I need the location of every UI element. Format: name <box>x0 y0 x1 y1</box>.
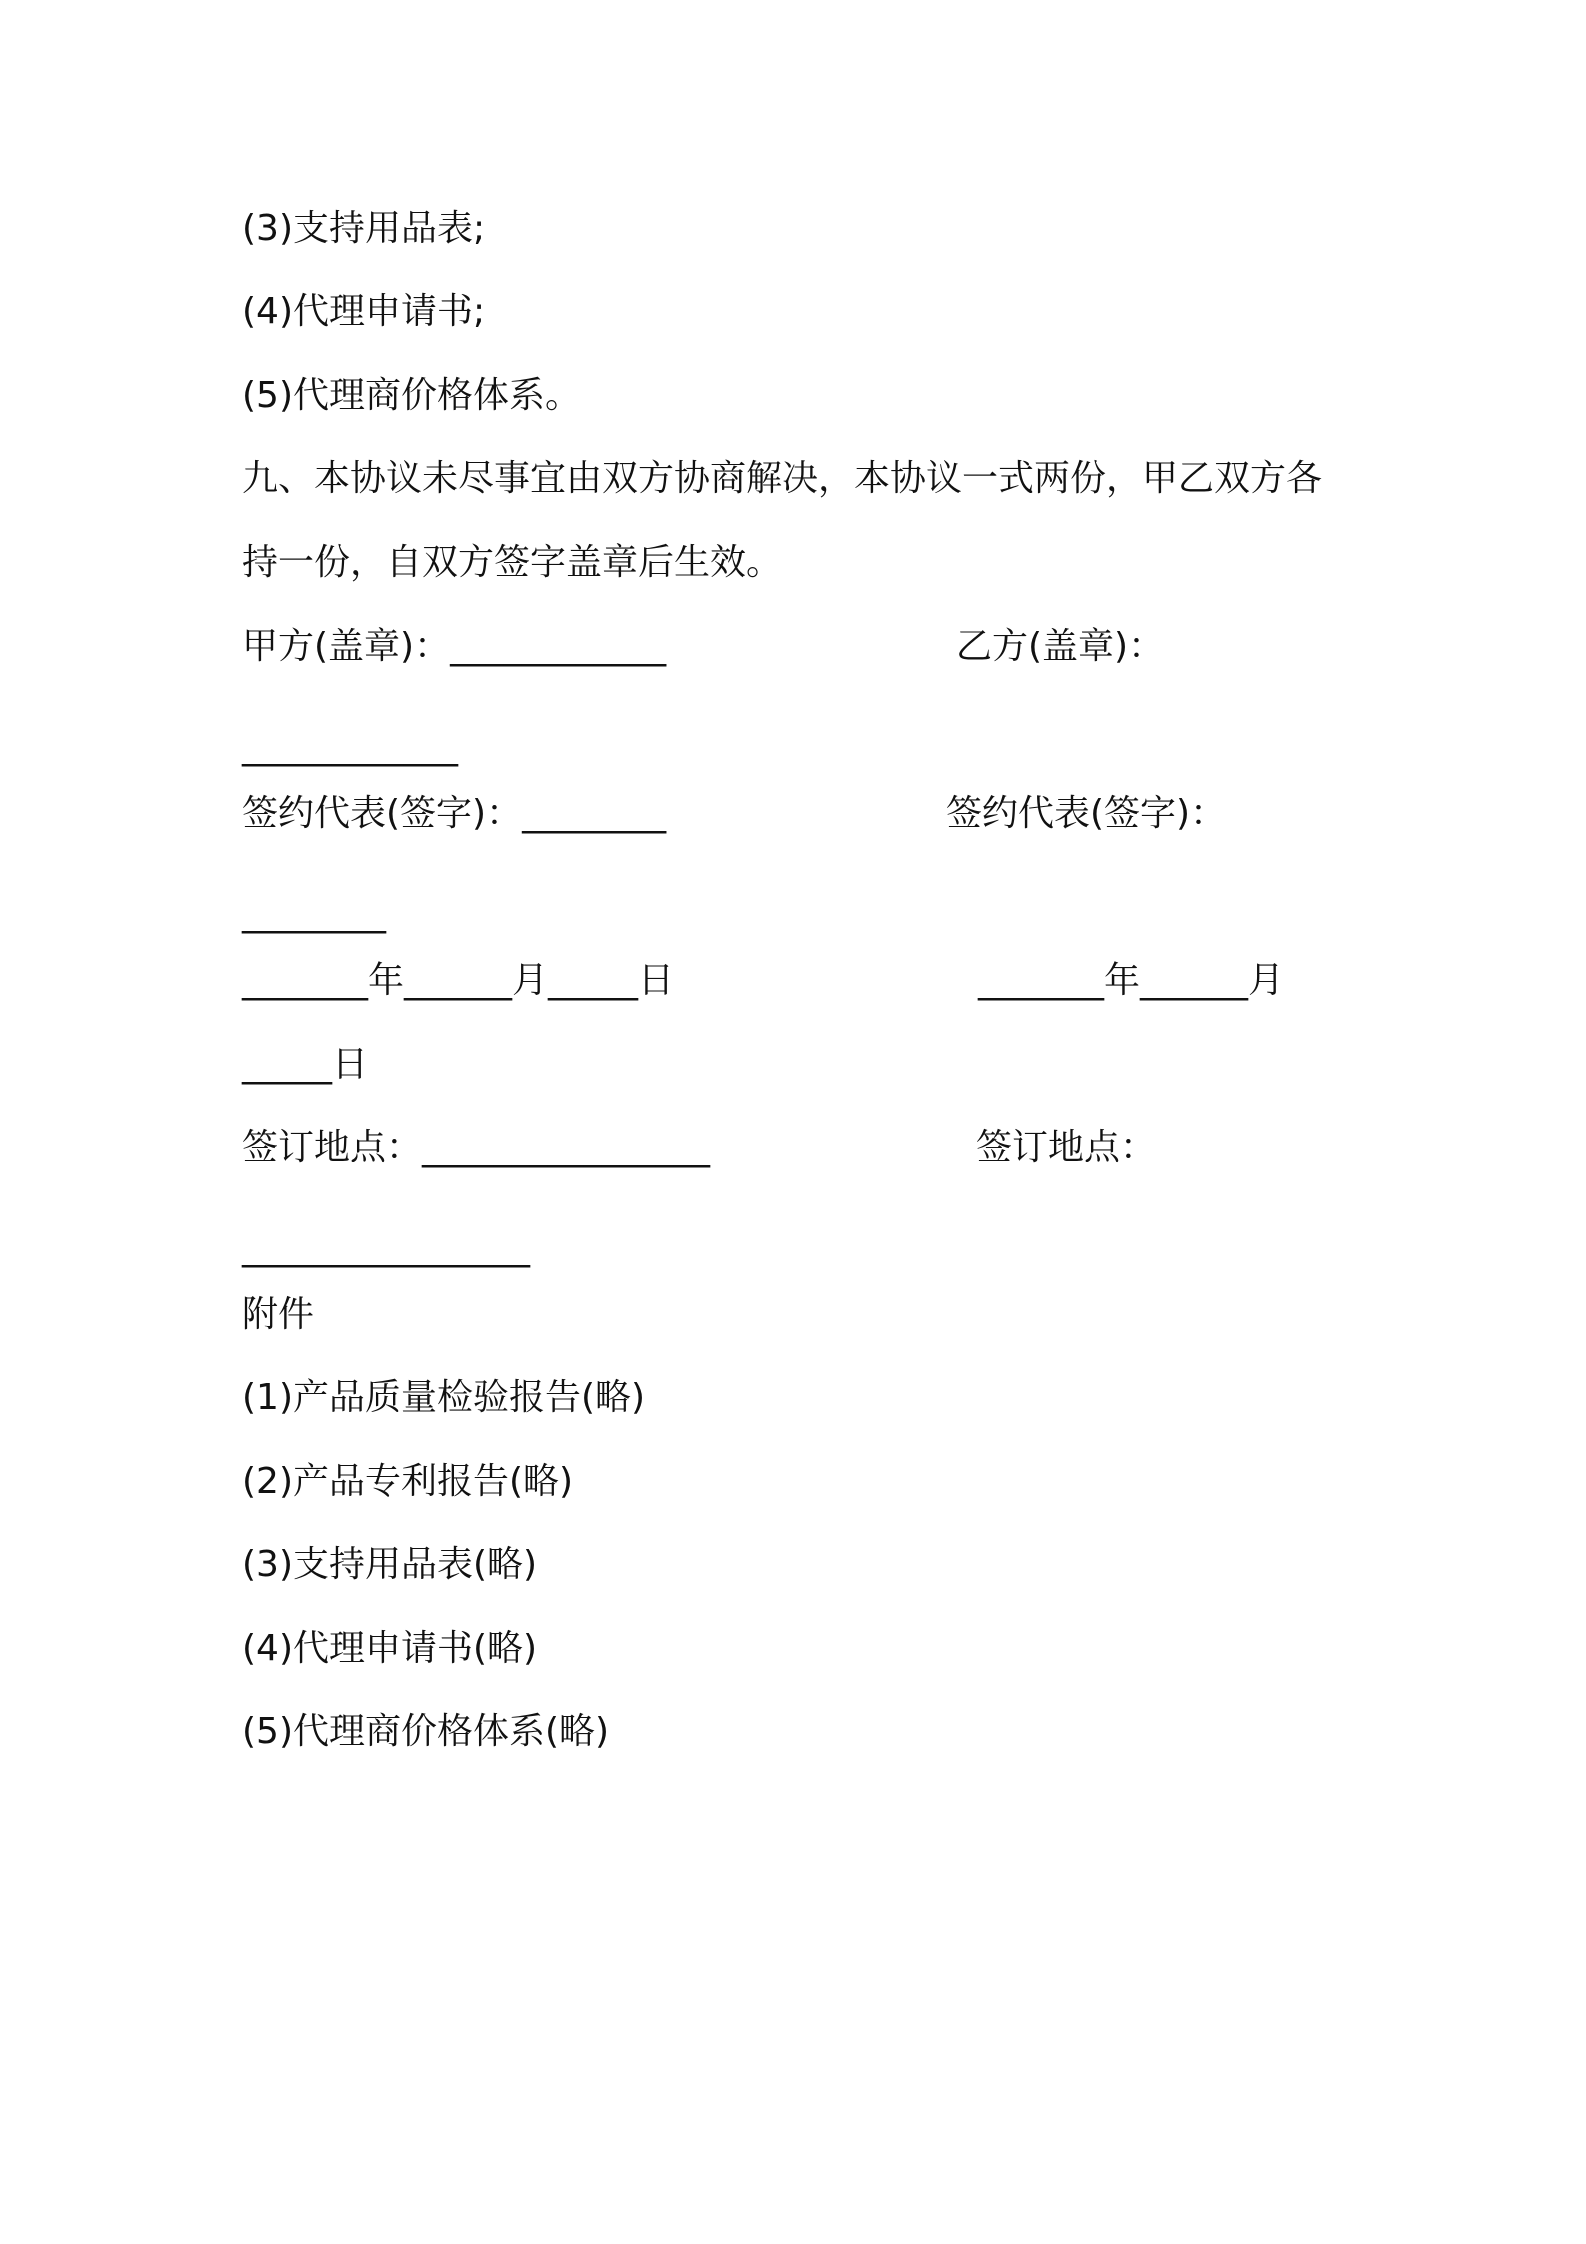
party-b-date-day: _____日 <box>242 1044 369 1085</box>
party-a-signing-place: 签订地点：________________ <box>242 1127 711 1168</box>
list-item-agency-application: (4)代理申请书; <box>242 291 486 332</box>
attachments-heading: 附件 <box>242 1294 315 1335</box>
attachment-item: (4)代理申请书(略) <box>242 1628 538 1669</box>
attachment-item: (5)代理商价格体系(略) <box>242 1711 610 1752</box>
party-a-representative: 签约代表(签字)：________ <box>242 793 667 834</box>
attachment-item: (3)支持用品表(略) <box>242 1544 538 1585</box>
party-b-date: _______年______月 <box>978 960 1284 1001</box>
list-item-support-supplies: (3)支持用品表; <box>242 208 486 249</box>
party-b-seal: 乙方(盖章)： <box>956 626 1165 667</box>
party-b-representative-blank: ________ <box>242 893 386 934</box>
attachment-item: (1)产品质量检验报告(略) <box>242 1377 646 1418</box>
party-b-signing-place-blank: ________________ <box>242 1227 530 1268</box>
attachment-item: (2)产品专利报告(略) <box>242 1461 574 1502</box>
clause-nine-line-2: 持一份，自双方签字盖章后生效。 <box>242 542 783 583</box>
list-item-price-system: (5)代理商价格体系。 <box>242 375 581 416</box>
party-b-signing-place: 签订地点： <box>976 1127 1157 1168</box>
party-b-seal-blank: ____________ <box>242 726 458 767</box>
party-b-representative: 签约代表(签字)： <box>946 793 1227 834</box>
clause-nine-line-1: 九、本协议未尽事宜由双方协商解决，本协议一式两份，甲乙双方各 <box>242 458 1323 499</box>
party-a-date: _______年______月_____日 <box>242 960 674 1001</box>
party-a-seal: 甲方(盖章)：____________ <box>242 626 667 667</box>
